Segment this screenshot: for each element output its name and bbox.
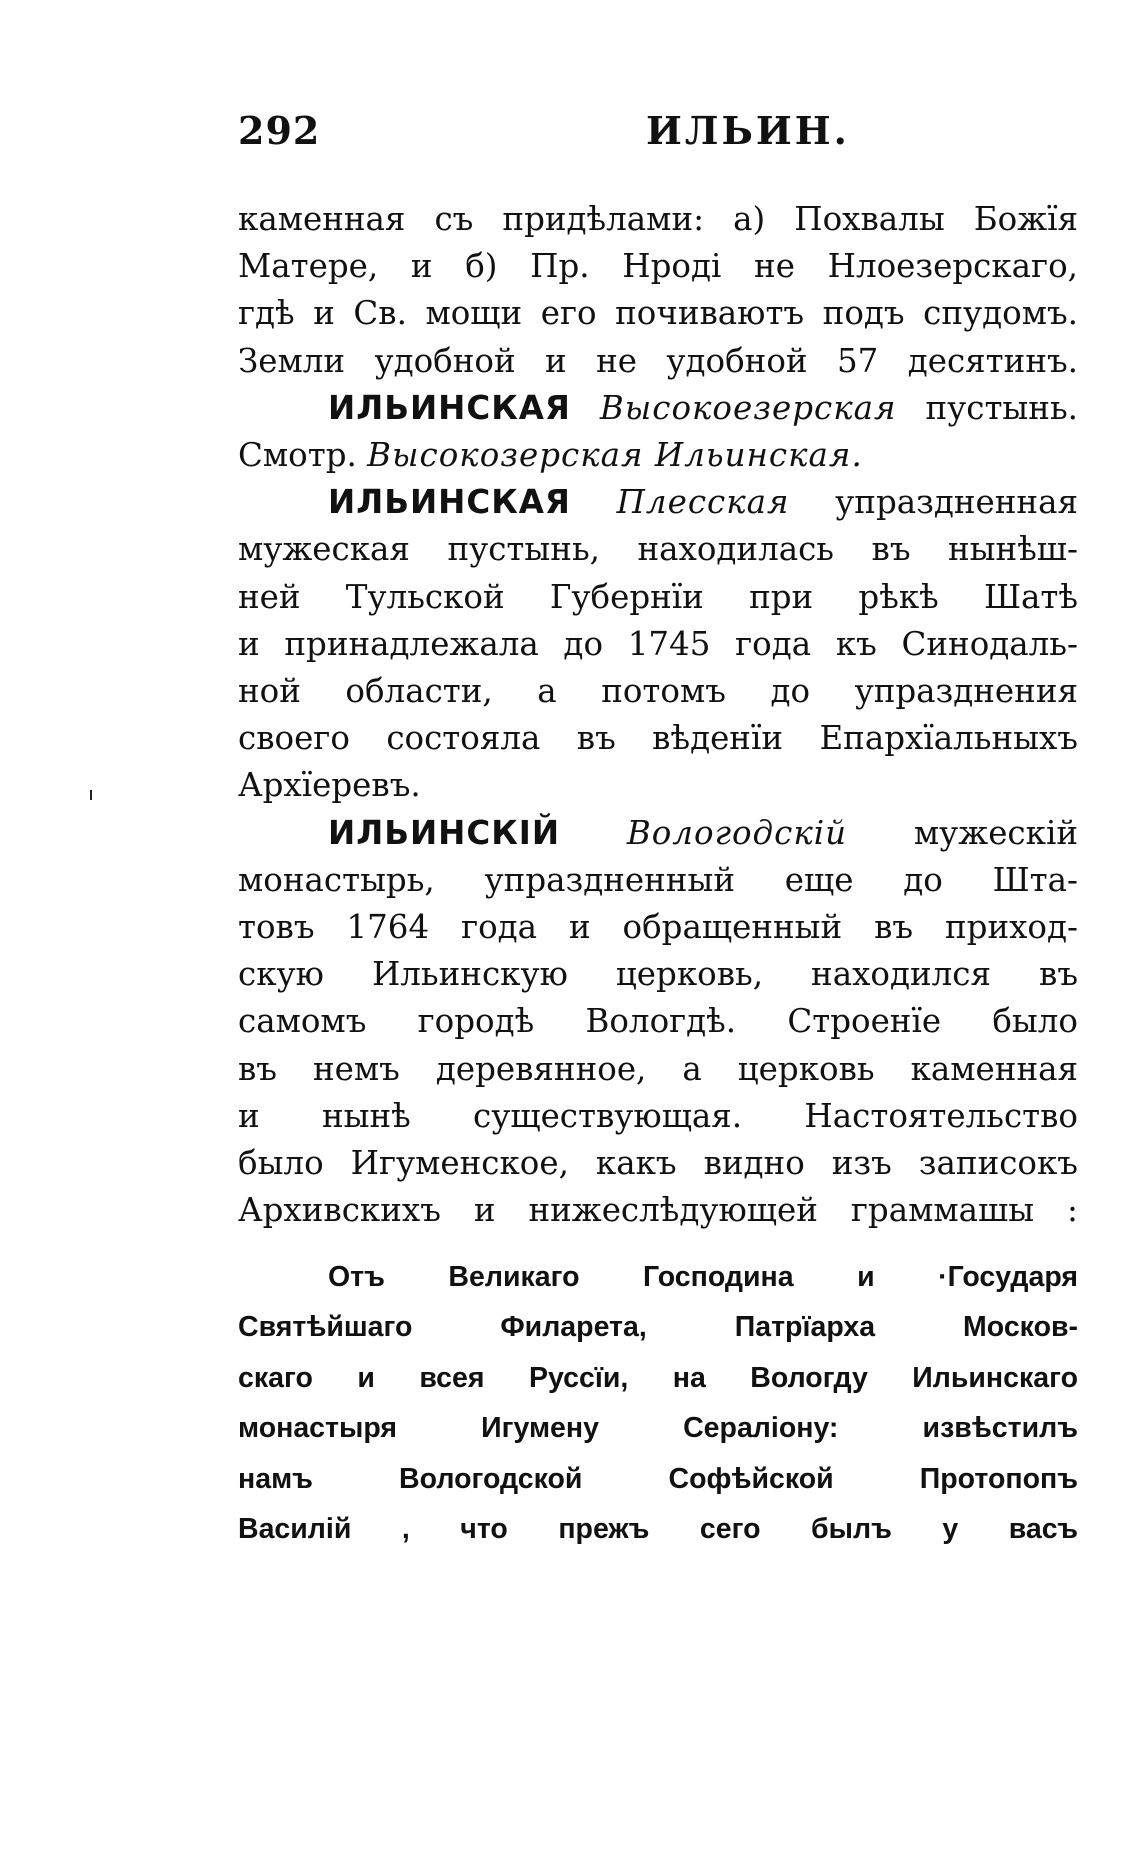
entry-heading: ИЛЬИНСКАЯ xyxy=(328,483,571,522)
charter-line: монастыря Игумену Сераліону: извѣстилъ xyxy=(238,1412,1078,1445)
paragraph-2 xyxy=(238,385,1078,479)
text-fragment: упраздненная xyxy=(835,483,1078,522)
charter-line: Святѣйшаго Филарета, Патрїарха Москов- xyxy=(238,1311,1078,1344)
text-line: ной области, а потомъ до упразднения xyxy=(238,672,1078,711)
text-line: скую Ильинскую церковь, находился въ xyxy=(238,955,1078,994)
text-line: въ немъ деревянное, а церковь каменная xyxy=(238,1049,1078,1088)
text-line: ней Тульской Губернїи при рѣкѣ Шатѣ xyxy=(238,577,1078,616)
entry-line xyxy=(238,810,1078,857)
text-line: Архїеревъ. xyxy=(238,766,421,805)
charter-line: Отъ Великаго Господина и ·Государя xyxy=(328,1261,1078,1293)
entry-heading: ИЛЬИНСКІЙ xyxy=(328,813,561,852)
text-fragment: пустынь. xyxy=(925,388,1078,427)
entry-heading: ИЛЬИНСКАЯ xyxy=(328,388,571,427)
entry-line xyxy=(238,432,1078,479)
charter-quote xyxy=(238,1252,1078,1554)
text-line: Матере, и б) Пр. Нроді не Нлоезерскаго, xyxy=(238,247,1078,286)
entry-line xyxy=(238,479,1078,526)
main-text xyxy=(238,196,1078,1234)
text-line: Земли удобной и не удобной 57 десятинъ. xyxy=(238,341,1078,380)
text-fragment: Смотр. xyxy=(238,436,357,475)
text-line: товъ 1764 года и обращенный въ приход- xyxy=(238,908,1078,947)
text-line: гдѣ и Св. мощи его почиваютъ подъ спудомъ. xyxy=(238,294,1078,333)
text-line: монастырь, упраздненный еще до Шта- xyxy=(238,860,1078,899)
text-line: и нынѣ существующая. Настоятельство xyxy=(238,1096,1078,1135)
entry-line xyxy=(238,385,1078,432)
page-header xyxy=(238,108,850,158)
running-title: ИЛЬИН. xyxy=(646,108,850,153)
print-speck xyxy=(90,790,92,800)
charter-line: намъ Вологодской Софѣйской Протопопъ xyxy=(238,1462,1078,1495)
text-fragment: мужескій xyxy=(913,813,1078,852)
text-line: было Игуменское, какъ видно изъ записокъ xyxy=(238,1144,1078,1183)
paragraph-4 xyxy=(238,810,1078,1235)
italic-term: Плесская xyxy=(616,483,790,522)
text-line: каменная съ придѣлами: а) Похвалы Божїя xyxy=(238,200,1078,238)
italic-term: Высокоезерская xyxy=(599,388,897,427)
paragraph-3 xyxy=(238,479,1078,809)
charter-line: скаго и всея Руссїи, на Вологду Ильинскаго xyxy=(238,1361,1078,1394)
italic-term: Высокозерская Ильинская. xyxy=(367,436,863,475)
text-line: своего состояла въ вѣденїи Епархїальныхъ xyxy=(238,719,1078,758)
italic-term: Вологодскій xyxy=(626,813,848,852)
page-number: 292 xyxy=(238,108,321,153)
text-line: и принадлежала до 1745 года къ Синодаль- xyxy=(238,624,1078,663)
charter-line: Василій , что прежъ сего былъ у васъ xyxy=(238,1513,1078,1546)
paragraph-1 xyxy=(238,196,1078,385)
text-line: самомъ городѣ Вологдѣ. Строенїе было xyxy=(238,1002,1078,1041)
text-line: мужеская пустынь, находилась въ нынѣш- xyxy=(238,530,1078,569)
text-line: Архивскихъ и нижеслѣдующей граммашы : xyxy=(238,1191,1078,1230)
